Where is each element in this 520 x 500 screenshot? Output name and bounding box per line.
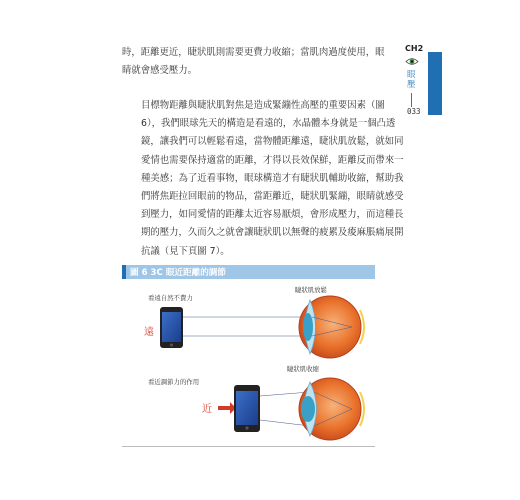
text-line: 到壓力，如同愛情的距離太近容易厭煩，會形成壓力，而這種長 bbox=[141, 209, 404, 221]
figure-title: 圖 6 3C 眼近距離的調節 bbox=[130, 268, 226, 278]
near-caption: 看近調節力的作用 bbox=[148, 378, 200, 386]
text-line: 愛情也需要保持適當的距離，才得以長效保鮮，距離反而帶來一 bbox=[141, 154, 404, 166]
chapter-divider bbox=[411, 93, 412, 107]
text-line: 目標物距離與睫狀肌對焦是造成緊繃性高壓的重要因素（圖 bbox=[141, 100, 385, 111]
far-distance-label: 遠 bbox=[144, 327, 154, 338]
chapter-tab bbox=[428, 52, 442, 115]
chapter-label: CH2 bbox=[405, 44, 424, 53]
figure-illustration bbox=[122, 280, 375, 446]
eye-icon bbox=[405, 57, 419, 66]
near-distance-label: 近 bbox=[202, 404, 212, 415]
relaxed-eye bbox=[299, 296, 364, 358]
figure-header-accent bbox=[122, 265, 126, 279]
page-number: 033 bbox=[407, 107, 421, 116]
paragraph-2 bbox=[122, 97, 404, 261]
far-light-rays bbox=[183, 317, 312, 336]
figure-bottom-rule bbox=[122, 446, 375, 447]
text-line: 抗議（見下頁圖 7）。 bbox=[141, 245, 230, 257]
paragraph-1 bbox=[122, 44, 385, 80]
far-phone bbox=[160, 307, 183, 348]
strained-eye-label: 睫狀肌收縮 bbox=[287, 365, 319, 373]
far-caption: 看遠自然不費力 bbox=[148, 294, 193, 302]
text-line: 睛就會感受壓力。 bbox=[122, 65, 198, 77]
text-line: 種美感；為了近看事物，眼球構造才有睫狀肌輔助收縮，幫助我 bbox=[141, 172, 404, 184]
text-line: 期的壓力，久而久之就會讓睫狀肌以無聲的疲累及痠麻脹痛展開 bbox=[141, 227, 404, 239]
relaxed-eye-label: 睫狀肌放鬆 bbox=[295, 286, 327, 294]
text-line: 們將焦距拉回眼前的物品，當距離近，睫狀肌緊繃，眼睛就感受 bbox=[141, 191, 404, 203]
figure-header bbox=[122, 265, 375, 279]
text-line: 時，距離更近，睫狀肌則需要更費力收縮；當肌肉過度使用，眼 bbox=[122, 47, 385, 58]
chapter-title: 眼壓 bbox=[407, 70, 416, 90]
strained-eye bbox=[299, 378, 364, 440]
near-arrow bbox=[218, 402, 236, 414]
text-line: 6），我們眼球先天的構造是看遠的，水晶體本身就是一個凸透 bbox=[141, 118, 396, 130]
text-line: 鏡，讓我們可以輕鬆看遠，當物體距離遠，睫狀肌放鬆，就如同 bbox=[141, 136, 404, 148]
near-phone bbox=[234, 385, 260, 432]
